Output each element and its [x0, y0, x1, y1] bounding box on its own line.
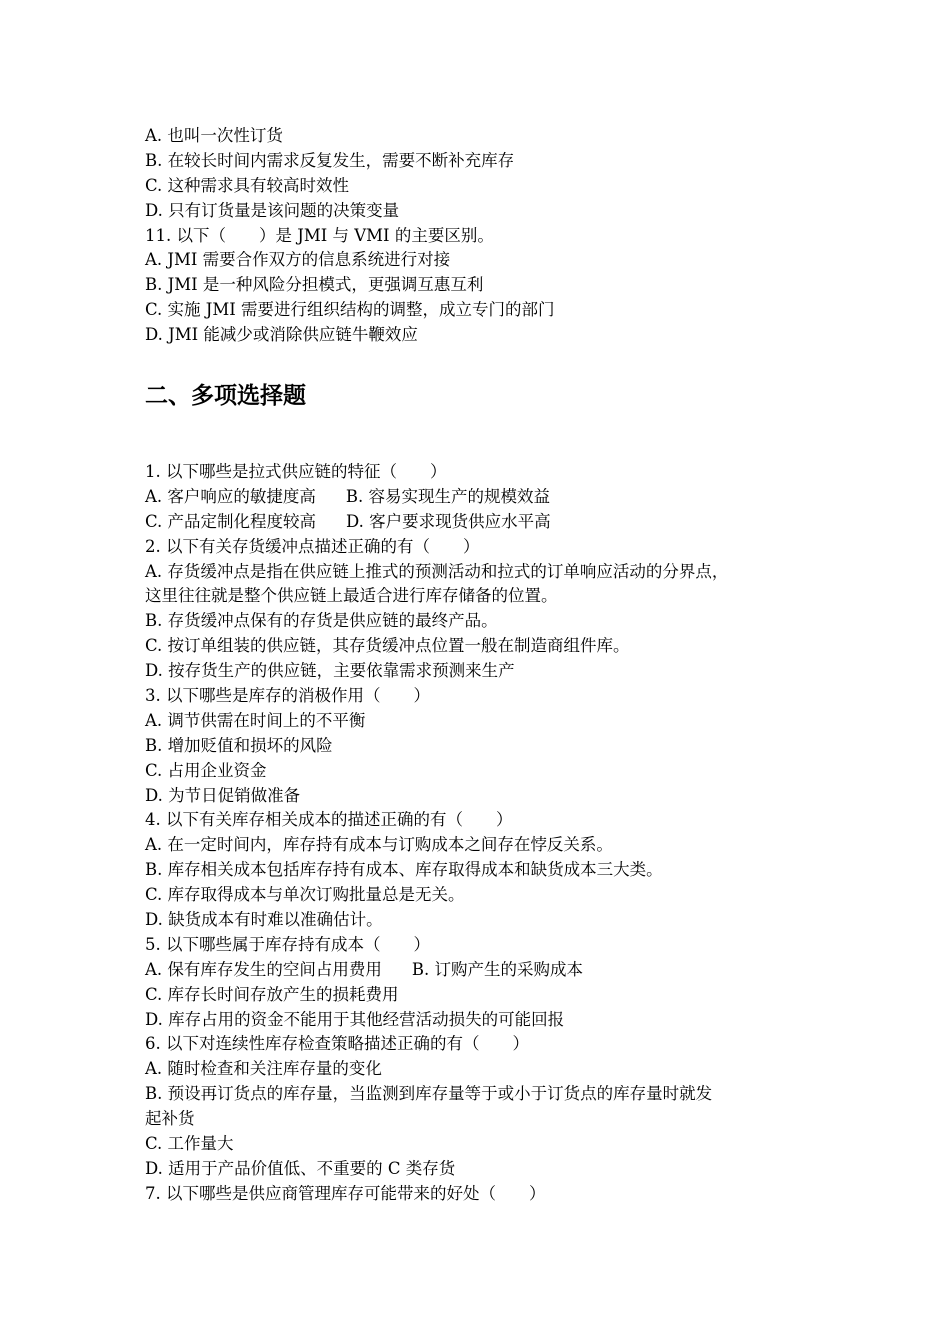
question-stem: 3. 以下哪些是库存的消极作用（ ） [145, 686, 430, 706]
option-c: C. 产品定制化程度较高 [145, 511, 317, 531]
option-line: A. 也叫一次性订货 [145, 126, 283, 145]
question-stem: 5. 以下哪些属于库存持有成本（ ） [145, 934, 430, 954]
option-d: D. 为节日促销做准备 [145, 785, 301, 805]
option-line: C. 这种需求具有较高时效性 [145, 175, 350, 195]
option-line: B. JMI 是一种风险分担模式，更强调互惠互利 [145, 275, 484, 295]
option-c: C. 库存长时间存放产生的损耗费用 [145, 984, 399, 1004]
option-line: D. JMI 能减少或消除供应链牛鞭效应 [145, 325, 418, 345]
section-title: 二、多项选择题 [145, 383, 306, 409]
option-line: A. JMI 需要合作双方的信息系统进行对接 [145, 250, 451, 270]
option-row [145, 958, 825, 983]
question-stem: 11. 以下（ ）是 JMI 与 VMI 的主要区别。 [145, 225, 494, 245]
option-a: A. 保有库存发生的空间占用费用 [145, 959, 382, 979]
option-a-continued: 这里往往就是整个供应链上最适合进行库存储备的位置。 [145, 586, 558, 606]
option-d: D. 适用于产品价值低、不重要的 C 类存货 [145, 1158, 456, 1178]
option-a: A. 调节供需在时间上的不平衡 [145, 710, 366, 730]
option-c: C. 按订单组装的供应链，其存货缓冲点位置一般在制造商组件库。 [145, 636, 630, 656]
option-line: D. 只有订货量是该问题的决策变量 [145, 200, 400, 220]
option-row [145, 485, 825, 510]
question-stem: 4. 以下有关库存相关成本的描述正确的有（ ） [145, 810, 513, 830]
option-d: D. 按存货生产的供应链，主要依靠需求预测来生产 [145, 661, 515, 681]
top-section [145, 124, 825, 348]
option-a: A. 存货缓冲点是指在供应链上推式的预测活动和拉式的订单响应活动的分界点， [145, 561, 729, 581]
option-b: B. 订购产生的采购成本 [411, 959, 584, 979]
option-a: A. 在一定时间内，库存持有成本与订购成本之间存在悖反关系。 [145, 835, 613, 855]
question-stem: 2. 以下有关存货缓冲点描述正确的有（ ） [145, 536, 480, 556]
option-a: A. 客户响应的敏捷度高 [145, 486, 316, 506]
multiple-choice-section [145, 460, 825, 1207]
question-stem: 7. 以下哪些是供应商管理库存可能带来的好处（ ） [145, 1183, 546, 1203]
option-b: B. 容易实现生产的规模效益 [345, 486, 551, 506]
option-c: C. 占用企业资金 [145, 760, 267, 780]
option-b: B. 增加贬值和损坏的风险 [145, 735, 333, 755]
option-c: C. 工作量大 [145, 1134, 234, 1154]
question-stem: 1. 以下哪些是拉式供应链的特征（ ） [145, 462, 447, 481]
question-stem: 6. 以下对连续性库存检查策略描述正确的有（ ） [145, 1034, 529, 1054]
option-c: C. 库存取得成本与单次订购批量总是无关。 [145, 885, 465, 905]
option-d: D. 客户要求现货供应水平高 [346, 511, 551, 531]
option-d: D. 库存占用的资金不能用于其他经营活动损失的可能回报 [145, 1009, 565, 1029]
option-line: B. 在较长时间内需求反复发生，需要不断补充库存 [145, 150, 515, 170]
option-a: A. 随时检查和关注库存量的变化 [145, 1059, 382, 1079]
option-row [145, 510, 825, 535]
option-b: B. 存货缓冲点保有的存货是供应链的最终产品。 [145, 611, 498, 631]
option-b: B. 库存相关成本包括库存持有成本、库存取得成本和缺货成本三大类。 [145, 860, 663, 880]
option-line: C. 实施 JMI 需要进行组织结构的调整，成立专门的部门 [145, 300, 555, 320]
option-b: B. 预设再订货点的库存量，当监测到库存量等于或小于订货点的库存量时就发 [145, 1084, 713, 1104]
option-b-continued: 起补货 [145, 1109, 195, 1129]
option-d: D. 缺货成本有时难以准确估计。 [145, 910, 383, 930]
